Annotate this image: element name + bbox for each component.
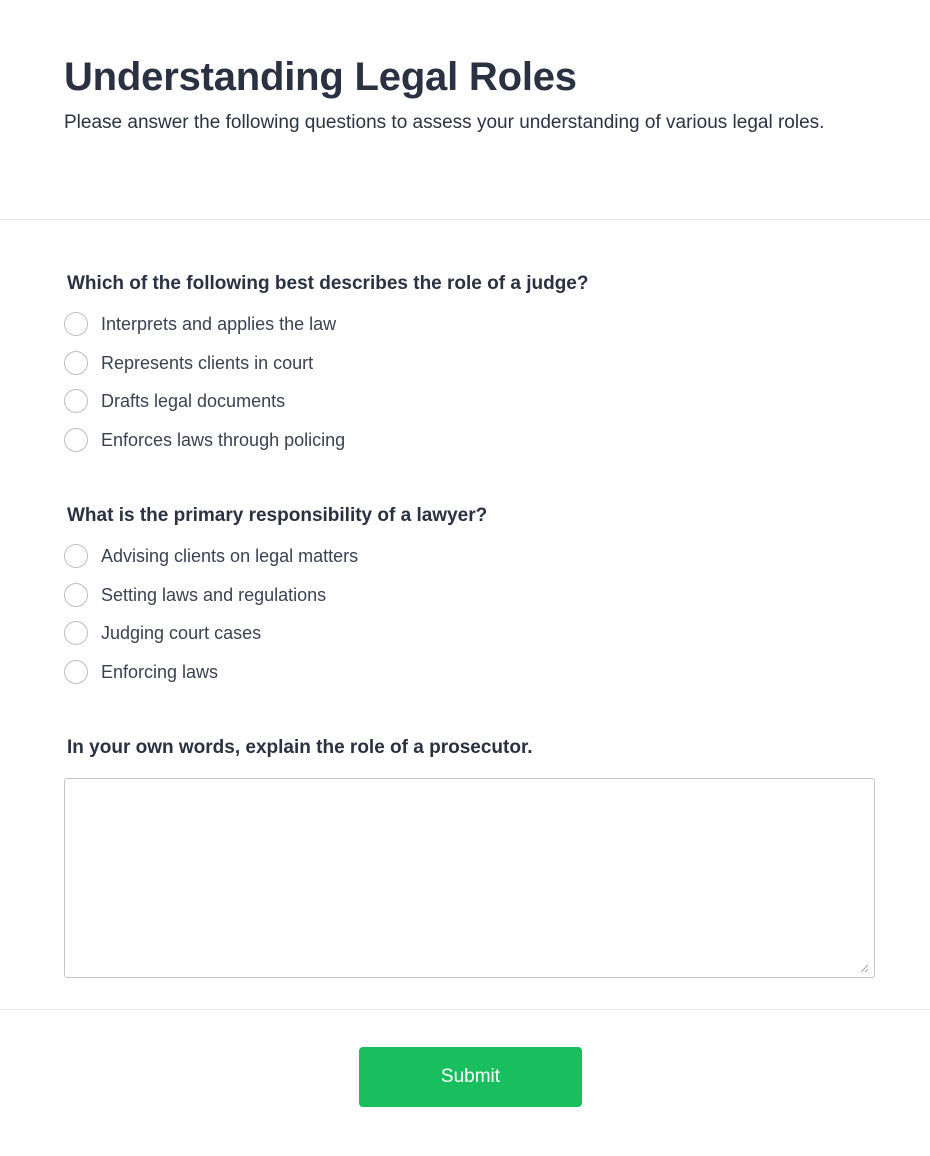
- option-lawyer-2[interactable]: [64, 583, 876, 607]
- radio-button[interactable]: [64, 312, 88, 336]
- option-lawyer-1[interactable]: [64, 544, 876, 568]
- option-label: Interprets and applies the law: [101, 314, 337, 334]
- option-label: Enforcing laws: [101, 661, 219, 682]
- question-lawyer: [64, 503, 876, 698]
- option-label: Advising clients on legal matters: [101, 546, 359, 566]
- page-subtitle: Please answer the following questions to assess your understanding of various legal roles.: [64, 112, 825, 133]
- option-judge-3[interactable]: [64, 389, 876, 413]
- radio-button[interactable]: [64, 583, 88, 607]
- question-judge: [64, 271, 876, 466]
- radio-button[interactable]: [64, 544, 88, 568]
- resize-grip-icon[interactable]: [860, 964, 869, 973]
- radio-button[interactable]: [64, 428, 88, 452]
- option-label: Judging court cases: [101, 623, 262, 643]
- radio-group-judge: [64, 312, 876, 452]
- option-label: Enforces laws through policing: [101, 429, 346, 450]
- question-title: In your own words, explain the role of a prosecutor.: [67, 737, 533, 758]
- option-judge-2[interactable]: [64, 351, 876, 375]
- option-lawyer-4[interactable]: [64, 660, 876, 684]
- option-lawyer-3[interactable]: [64, 621, 876, 645]
- form-header: [0, 0, 930, 220]
- option-judge-1[interactable]: [64, 312, 876, 336]
- submit-button[interactable]: Submit: [359, 1047, 582, 1107]
- radio-button[interactable]: [64, 389, 88, 413]
- radio-button[interactable]: [64, 351, 88, 375]
- question-prosecutor: [64, 735, 876, 761]
- option-label: Represents clients in court: [101, 352, 314, 373]
- radio-button[interactable]: [64, 621, 88, 645]
- footer-divider: [0, 1009, 930, 1010]
- option-label: Setting laws and regulations: [101, 584, 327, 605]
- option-judge-4[interactable]: [64, 428, 876, 452]
- question-title: What is the primary responsibility of a lawyer?: [67, 505, 488, 526]
- radio-button[interactable]: [64, 660, 88, 684]
- page-title: Understanding Legal Roles: [64, 55, 577, 99]
- question-title: Which of the following best describes the role of a judge?: [67, 273, 589, 294]
- option-label: Drafts legal documents: [101, 391, 286, 411]
- prosecutor-answer-textarea[interactable]: [64, 778, 875, 978]
- radio-group-lawyer: [64, 544, 876, 684]
